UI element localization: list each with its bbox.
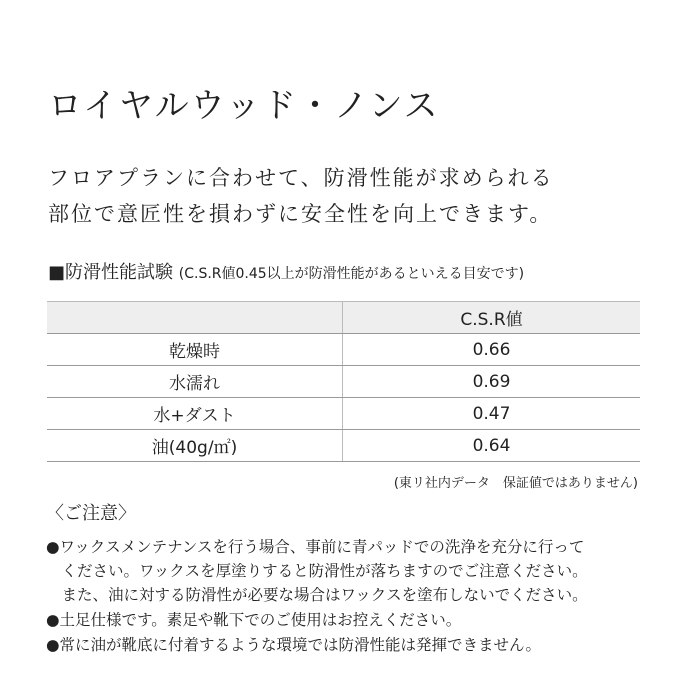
condition-cell: 水+ダスト <box>47 398 343 430</box>
note-line: また、油に対する防滑性が必要な場合はワックスを塗布しないでください。 <box>46 586 588 604</box>
condition-cell: 乾燥時 <box>47 334 343 366</box>
note-line: ●常に油が靴底に付着するような環境では防滑性能は発揮できません。 <box>46 636 541 654</box>
value-cell: 0.64 <box>343 430 641 462</box>
lead-line-1: フロアプランに合わせて、防滑性能が求められる <box>48 166 554 190</box>
table-row <box>47 398 640 430</box>
note-line: ●ワックスメンテナンスを行う場合、事前に青パッドでの洗浄を充分に行って <box>46 538 585 556</box>
note-line: ください。ワックスを厚塗りすると防滑性が落ちますのでご注意ください。 <box>46 562 588 580</box>
section-heading <box>48 258 524 284</box>
note-line: ●土足仕様です。素足や靴下でのご使用はお控えください。 <box>46 611 462 629</box>
value-cell: 0.69 <box>343 366 641 398</box>
header-cell-csr: C.S.R値 <box>343 302 641 334</box>
table-header-row <box>47 302 640 334</box>
product-title: ロイヤルウッド・ノンス <box>48 86 440 126</box>
table-row <box>47 430 640 462</box>
table-row <box>47 366 640 398</box>
csr-table <box>47 301 640 462</box>
table-footnote: (東リ社内データ 保証値ではありません) <box>393 476 638 491</box>
table-row <box>47 334 640 366</box>
condition-cell: 水濡れ <box>47 366 343 398</box>
condition-cell: 油(40g/㎡) <box>47 430 343 462</box>
heading-note: (C.S.R値0.45以上が防滑性能があるといえる目安です) <box>178 266 525 282</box>
heading-main: ■防滑性能試験 <box>48 262 174 283</box>
header-cell-condition <box>47 302 343 334</box>
notes-title: 〈ご注意〉 <box>46 503 136 524</box>
value-cell: 0.66 <box>343 334 641 366</box>
lead-line-2: 部位で意匠性を損わずに安全性を向上できます。 <box>48 202 553 226</box>
value-cell: 0.47 <box>343 398 641 430</box>
